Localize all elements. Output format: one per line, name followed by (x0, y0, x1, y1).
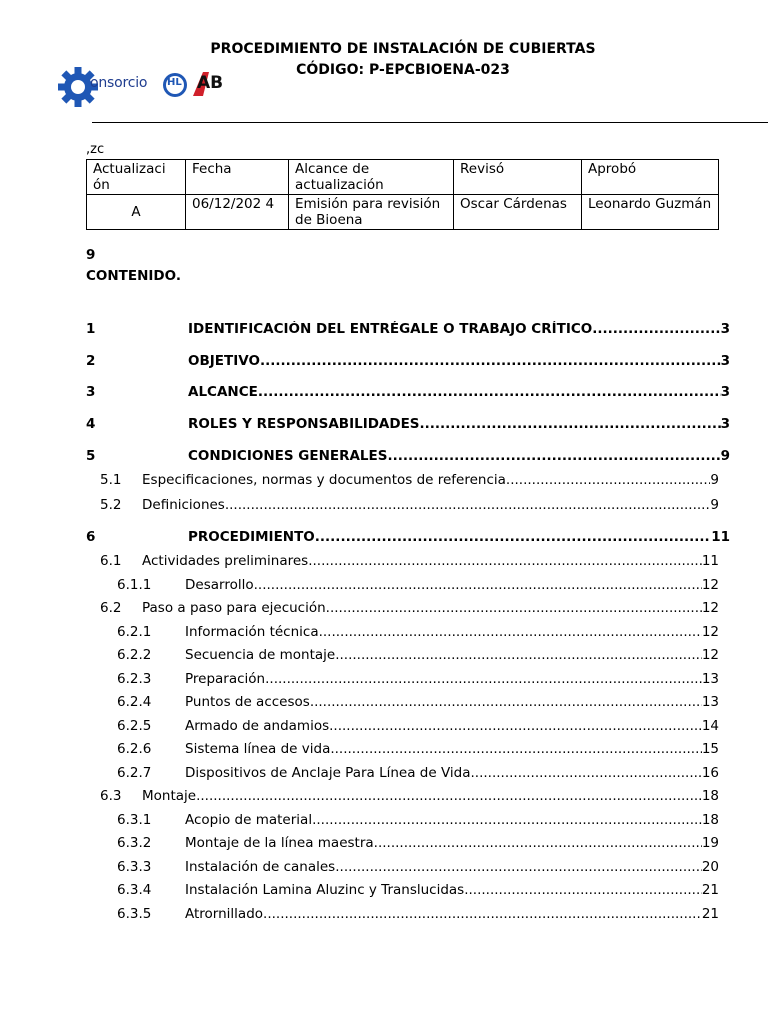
toc-number: 3 (86, 384, 96, 400)
toc-number: 6.3.4 (117, 882, 152, 898)
toc-page-number: 18 (701, 811, 719, 828)
toc-leader-dots (335, 859, 702, 875)
toc-item-level3[interactable] (117, 647, 719, 665)
toc-entry-text[interactable]: Definiciones (142, 497, 225, 513)
toc-entry-text[interactable]: Instalación de canales (185, 858, 336, 875)
toc-entry-text[interactable]: Armado de andamios (185, 717, 330, 734)
toc-leader-dots (265, 671, 702, 687)
table-header-cell: Alcance de actualización (289, 160, 454, 195)
toc-entry-text[interactable]: Instalación Lamina Aluzinc y Translucidas (185, 882, 465, 898)
toc-page-number: 12 (701, 600, 719, 616)
toc-number: 4 (86, 416, 96, 432)
toc-leader-dots (308, 553, 702, 569)
toc-item-level3[interactable] (117, 859, 719, 877)
toc-number: 5.2 (100, 497, 122, 513)
document-title: PROCEDIMIENTO DE INSTALACIÓN DE CUBIERTAS (210, 41, 596, 57)
logo-ab: AB (197, 73, 224, 93)
table-header-cell: Fecha (186, 160, 289, 195)
toc-leader-dots (258, 384, 721, 400)
toc-page-number: 16 (701, 764, 719, 781)
table-cell: Emisión para revisión de Bioena (289, 195, 454, 230)
logo-hl: HL (167, 77, 182, 88)
toc-entry-text[interactable]: Sistema línea de vida (185, 741, 331, 757)
toc-number: 6.2.6 (117, 741, 152, 757)
company-logo (56, 64, 226, 110)
toc-item-level3[interactable] (117, 835, 719, 853)
toc-leader-dots (319, 624, 702, 640)
toc-number: 6.2.4 (117, 694, 152, 710)
toc-leader-dots (387, 448, 720, 464)
toc-leader-dots (592, 321, 720, 337)
toc-page-number: 14 (701, 717, 719, 734)
toc-number: 5 (86, 448, 96, 464)
toc-number: 6.3.1 (117, 811, 152, 828)
logo-wordmark: onsorcio (90, 75, 148, 91)
toc-item-level2[interactable] (100, 497, 719, 515)
table-cell: A (87, 195, 186, 230)
toc-entry-text[interactable]: Montaje (142, 788, 197, 804)
toc-entry-text[interactable]: Atrornillado (185, 905, 264, 922)
toc-page-number: 15 (701, 741, 719, 757)
toc-item-level3[interactable] (117, 765, 719, 783)
toc-page-number: 13 (701, 694, 719, 710)
toc-number: 5.1 (100, 472, 122, 488)
toc-entry-text[interactable]: Montaje de la línea maestra (185, 835, 374, 851)
revision-table (86, 159, 719, 230)
toc-page-number: 3 (720, 321, 730, 337)
toc-page-number: 11 (701, 553, 719, 569)
toc-leader-dots (315, 529, 711, 545)
toc-item-level3[interactable] (117, 906, 719, 924)
toc-item-level3[interactable] (117, 741, 719, 759)
toc-page-number: 9 (720, 448, 730, 464)
toc-leader-dots (260, 353, 721, 369)
toc-page-number: 3 (720, 353, 730, 369)
toc-page-number: 13 (701, 670, 719, 687)
toc-number: 6.1 (100, 553, 122, 569)
toc-leader-dots (335, 647, 702, 663)
toc-entry-text[interactable]: Acopio de material (185, 811, 313, 828)
toc-entry-text[interactable]: Paso a paso para ejecución (142, 600, 326, 616)
toc-page-number: 20 (701, 858, 719, 875)
toc-leader-dots (470, 765, 701, 781)
toc-item-level3[interactable] (117, 577, 719, 595)
toc-leader-dots (330, 741, 701, 757)
page-marker: 9 (86, 247, 96, 263)
toc-leader-dots (196, 788, 702, 804)
table-header-cell: Actualizaci ón (87, 160, 186, 195)
table-header-cell: Revisó (454, 160, 582, 195)
toc-number: 6.3.3 (117, 858, 152, 875)
table-header-cell: Aprobó (582, 160, 719, 195)
toc-number: 6.2 (100, 600, 122, 616)
toc-page-number: 12 (701, 623, 719, 640)
toc-entry-text[interactable]: Especificaciones, normas y documentos de referencia (142, 472, 506, 488)
toc-item-level2[interactable] (100, 553, 719, 571)
toc-number: 6 (86, 529, 96, 545)
toc-item-level1[interactable] (86, 448, 730, 466)
toc-entry-text[interactable]: IDENTIFICACIÓN DEL ENTRÉGALE O TRABAJO CRÍTICO (188, 321, 593, 337)
toc-item-level1[interactable] (86, 321, 730, 339)
toc-number: 6.2.5 (117, 717, 152, 734)
toc-item-level3[interactable] (117, 812, 719, 830)
toc-entry-text[interactable]: ROLES Y RESPONSABILIDADES (188, 416, 420, 432)
toc-page-number: 11 (711, 529, 730, 545)
table-cell: Leonardo Guzmán (582, 195, 719, 230)
toc-item-level3[interactable] (117, 882, 719, 900)
toc-page-number: 9 (710, 472, 719, 488)
toc-number: 1 (86, 321, 96, 337)
toc-number: 6.2.7 (117, 764, 152, 781)
toc-number: 2 (86, 353, 96, 369)
toc-item-level1[interactable] (86, 529, 730, 547)
toc-leader-dots (254, 577, 702, 593)
stray-text: ,zc (86, 142, 105, 157)
toc-leader-dots (326, 600, 702, 616)
toc-leader-dots (506, 472, 710, 488)
toc-item-level1[interactable] (86, 416, 730, 434)
header-divider (92, 122, 768, 123)
table-cell: Oscar Cárdenas (454, 195, 582, 230)
toc-entry-text[interactable]: Dispositivos de Anclaje Para Línea de Vida (185, 764, 471, 781)
toc-page-number: 21 (701, 905, 719, 922)
toc-leader-dots (263, 906, 702, 922)
toc-number: 6.3.5 (117, 905, 152, 922)
toc-page-number: 19 (701, 835, 719, 851)
toc-page-number: 3 (720, 384, 730, 400)
contents-heading: CONTENIDO. (86, 268, 181, 284)
toc-page-number: 12 (701, 576, 719, 593)
toc-item-level2[interactable] (100, 788, 719, 806)
document-code: CÓDIGO: P-EPCBIOENA-023 (296, 62, 510, 78)
toc-number: 6.2.1 (117, 623, 152, 640)
toc-entry-text[interactable]: Desarrollo (185, 576, 254, 593)
toc-page-number: 21 (701, 882, 719, 898)
toc-entry-text[interactable]: Información técnica (185, 623, 319, 640)
toc-page-number: 3 (720, 416, 730, 432)
toc-page-number: 18 (701, 788, 719, 804)
table-row (87, 195, 719, 230)
toc-item-level2[interactable] (100, 472, 719, 490)
toc-item-level3[interactable] (117, 671, 719, 689)
toc-leader-dots (464, 882, 702, 898)
toc-entry-text[interactable]: PROCEDIMIENTO (188, 529, 315, 545)
toc-leader-dots (329, 718, 702, 734)
toc-entry-text[interactable]: CONDICIONES GENERALES (188, 448, 388, 464)
toc-page-number: 9 (710, 497, 719, 513)
toc-leader-dots (310, 694, 702, 710)
toc-number: 6.2.2 (117, 647, 152, 663)
toc-number: 6.3.2 (117, 835, 152, 851)
toc-item-level3[interactable] (117, 624, 719, 642)
toc-entry-text[interactable]: OBJETIVO (188, 353, 260, 369)
toc-leader-dots (312, 812, 702, 828)
toc-entry-text[interactable]: Actividades preliminares (142, 553, 309, 569)
toc-entry-text[interactable]: Secuencia de montaje (185, 647, 336, 663)
toc-number: 6.1.1 (117, 576, 152, 593)
table-cell: 06/12/202 4 (186, 195, 289, 230)
toc-item-level3[interactable] (117, 718, 719, 736)
toc-item-level3[interactable] (117, 694, 719, 712)
toc-leader-dots (420, 416, 721, 432)
toc-item-level1[interactable] (86, 384, 730, 402)
toc-leader-dots (374, 835, 702, 851)
toc-entry-text[interactable]: ALCANCE (188, 384, 258, 400)
toc-item-level2[interactable] (100, 600, 719, 618)
toc-entry-text[interactable]: Puntos de accesos (185, 694, 310, 710)
toc-entry-text[interactable]: Preparación (185, 670, 266, 687)
table-header-row (87, 160, 719, 195)
toc-item-level1[interactable] (86, 353, 730, 371)
toc-number: 6.2.3 (117, 670, 152, 687)
toc-leader-dots (225, 497, 711, 513)
toc-number: 6.3 (100, 788, 122, 804)
toc-page-number: 12 (701, 647, 719, 663)
